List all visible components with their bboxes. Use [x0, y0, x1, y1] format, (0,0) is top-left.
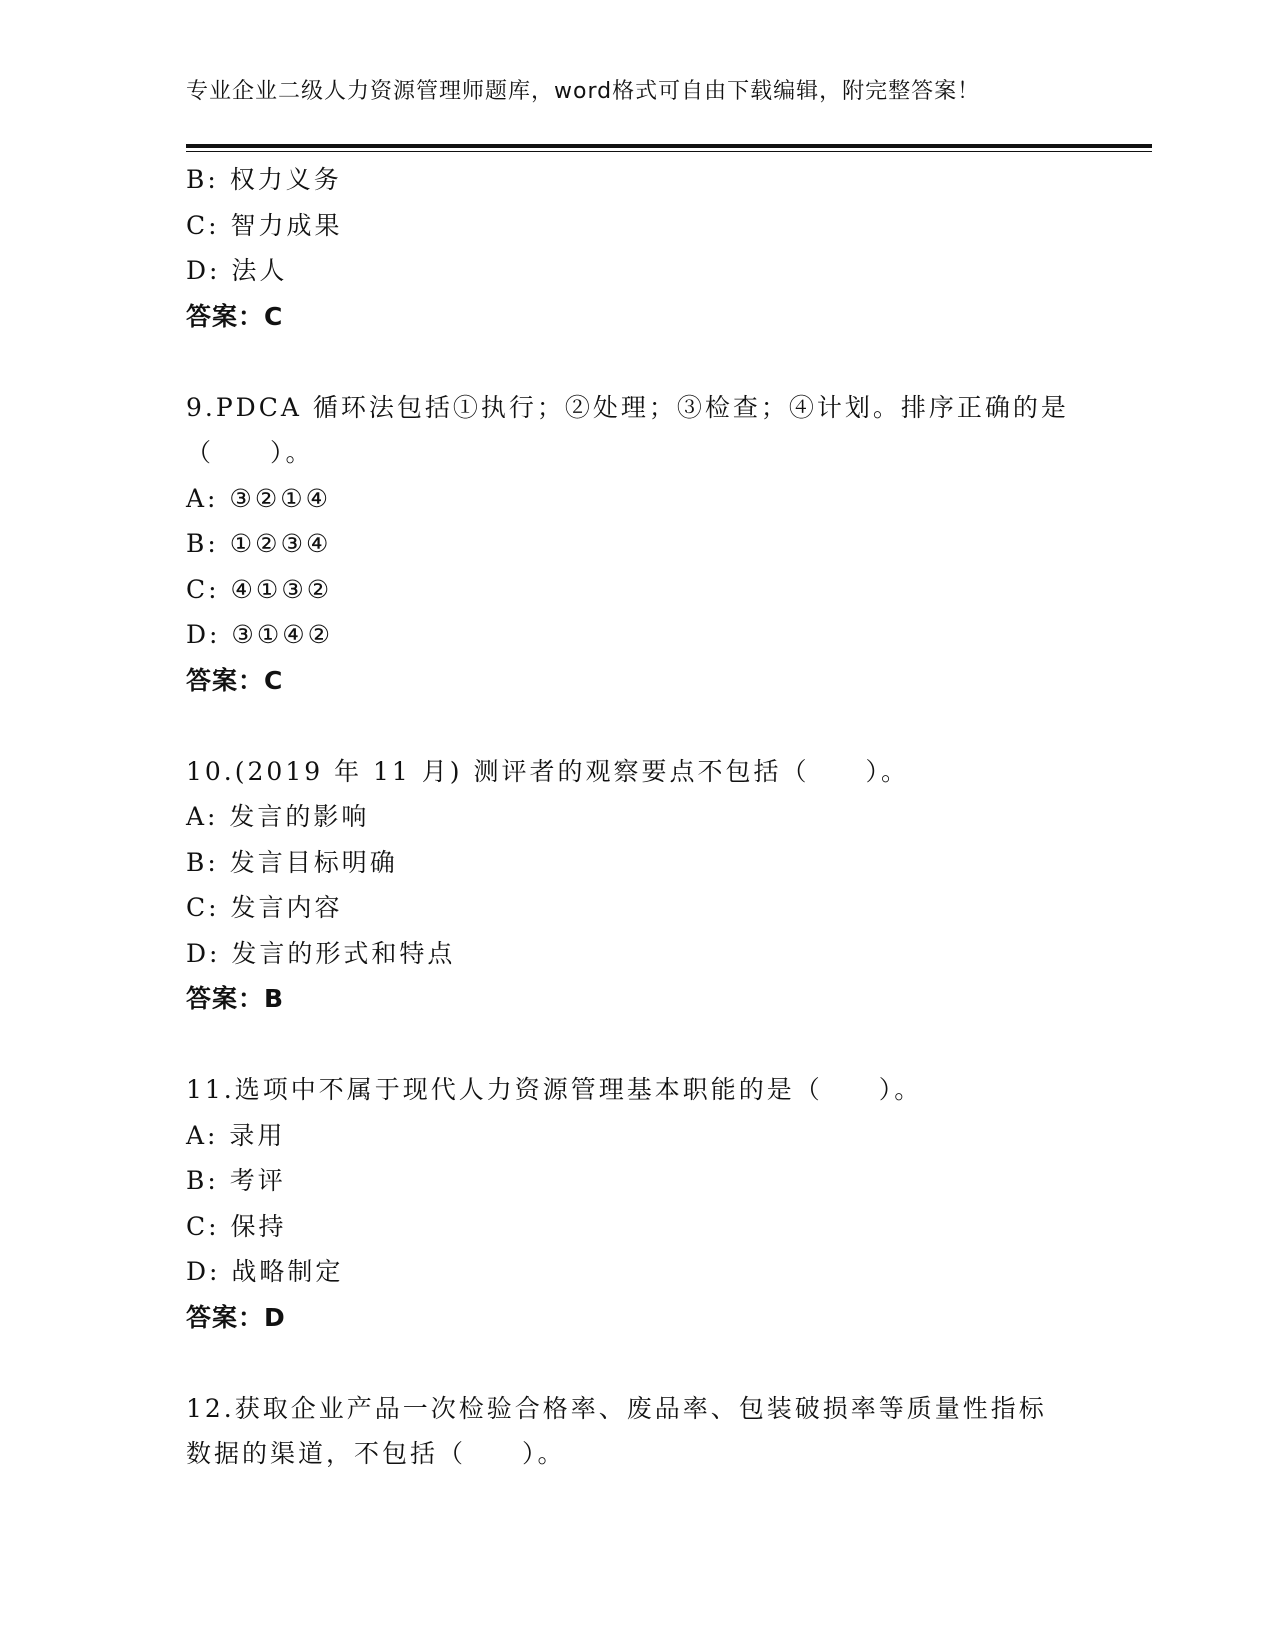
- option-b: B: 权力义务: [186, 165, 342, 194]
- question-9: [186, 385, 1086, 704]
- option-b: B: 考评: [186, 1166, 286, 1195]
- header-rule-thick: [186, 144, 1152, 148]
- option-b: B: ①②③④: [186, 529, 332, 558]
- option-d: D: 发言的形式和特点: [186, 938, 456, 968]
- question-stem: 9.PDCA 循环法包括①执行；②处理；③检查；④计划。排序正确的是: [186, 392, 1069, 422]
- option-c: C: 发言内容: [186, 893, 343, 922]
- answer-line: 答案：C: [186, 301, 284, 331]
- option-d: D: ③①④②: [186, 620, 334, 649]
- option-c: C: 保持: [186, 1211, 287, 1241]
- spacer: [186, 339, 1086, 385]
- question-stem: 12.获取企业产品一次检验合格率、废品率、包装破损率等质量性指标: [186, 1393, 1047, 1423]
- question-11: [186, 1067, 1086, 1340]
- spacer: [186, 703, 1086, 749]
- option-b: B: 发言目标明确: [186, 847, 398, 877]
- spacer: [186, 1340, 1086, 1386]
- question-10: [186, 749, 1086, 1022]
- option-c: C: 智力成果: [186, 210, 343, 240]
- question-8-continued: [186, 157, 1086, 339]
- question-stem: 10.(2019 年 11 月) 测评者的观察要点不包括（ ）。: [186, 756, 909, 786]
- question-12: [186, 1386, 1086, 1477]
- header-rule-thin: [186, 151, 1152, 152]
- option-c: C: ④①③②: [186, 574, 333, 604]
- answer-line: 答案：B: [186, 984, 285, 1013]
- page-header: 专业企业二级人力资源管理师题库，word格式可自由下载编辑，附完整答案！: [186, 79, 981, 104]
- answer-line: 答案：C: [186, 665, 284, 695]
- option-d: D: 法人: [186, 256, 288, 285]
- answer-line: 答案：D: [186, 1302, 286, 1332]
- question-stem-continued: 数据的渠道，不包括（ ）。: [186, 1439, 566, 1468]
- question-content: [186, 157, 1086, 1477]
- option-a: A: 发言的影响: [186, 802, 370, 831]
- option-a: A: 录用: [186, 1120, 286, 1150]
- spacer: [186, 1022, 1086, 1068]
- question-stem-continued: （ ）。: [186, 438, 314, 467]
- option-a: A: ③②①④: [186, 483, 332, 513]
- option-d: D: 战略制定: [186, 1257, 344, 1286]
- question-stem: 11.选项中不属于现代人力资源管理基本职能的是（ ）。: [186, 1075, 923, 1104]
